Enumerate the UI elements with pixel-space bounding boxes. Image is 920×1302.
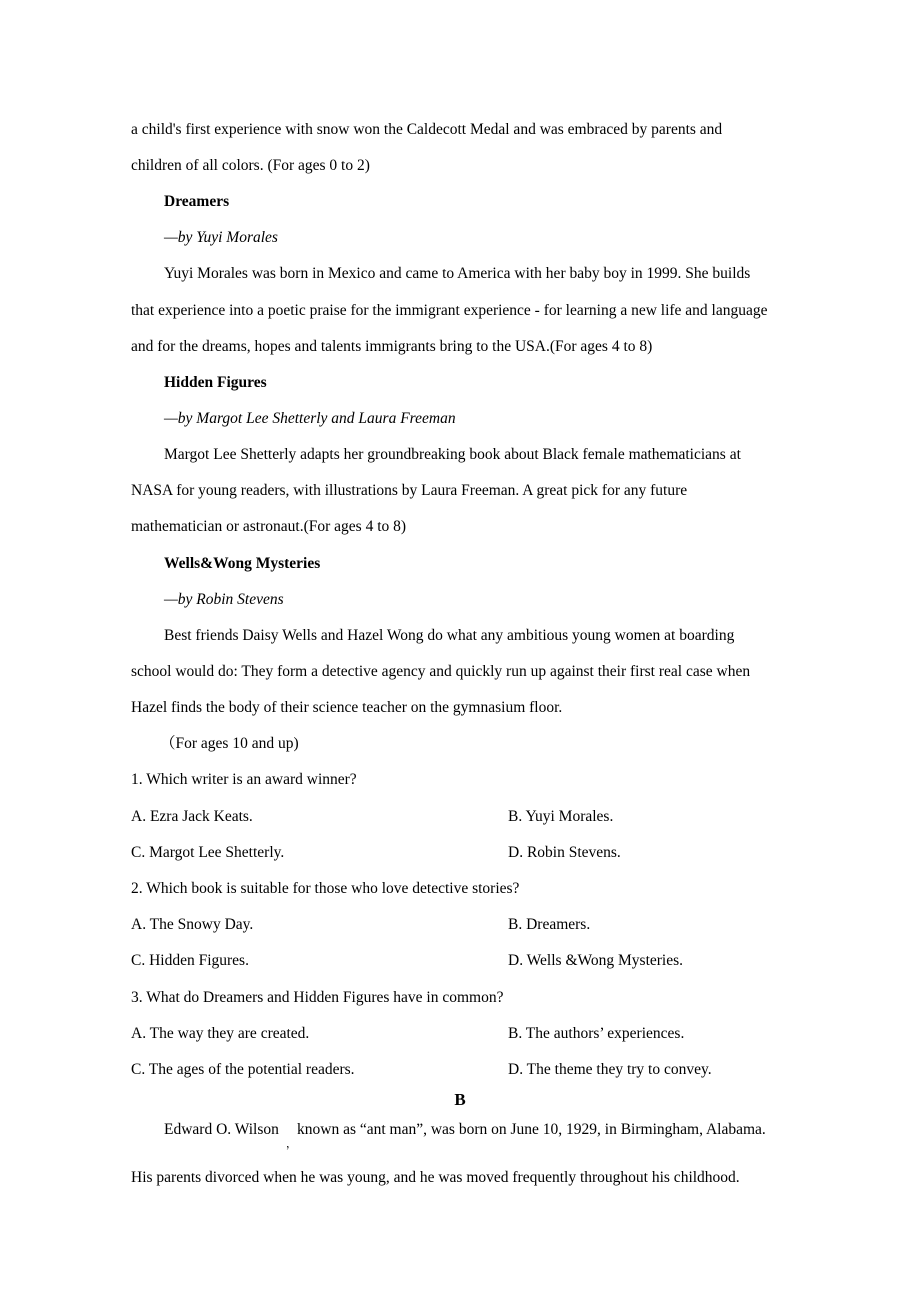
question-1-option-c: C. Margot Lee Shetterly. xyxy=(131,844,285,861)
book-desc-line: （For ages 10 and up) xyxy=(160,735,299,752)
question-2-option-d: D. Wells &Wong Mysteries. xyxy=(508,952,684,969)
question-1-option-d: D. Robin Stevens. xyxy=(508,844,621,861)
intro-line-2: children of all colors. (For ages 0 to 2) xyxy=(131,157,370,174)
book-desc-line: mathematician or astronaut.(For ages 4 to 8) xyxy=(131,518,407,535)
book-desc-line: Best friends Daisy Wells and Hazel Wong do what any ambitious young women at boarding xyxy=(164,627,735,644)
book-title-hidden-figures: Hidden Figures xyxy=(164,374,267,391)
book-author-hidden-figures: —by Margot Lee Shetterly and Laura Freeman xyxy=(164,410,456,427)
section-b-comma: ， xyxy=(286,1138,297,1150)
question-stem-2: 2. Which book is suitable for those who love detective stories? xyxy=(131,880,520,897)
question-2-option-b: B. Dreamers. xyxy=(508,916,591,933)
question-stem-1: 1. Which writer is an award winner? xyxy=(131,771,357,788)
book-desc-line: school would do: They form a detective agency and quickly run up against their first real case when xyxy=(131,663,751,680)
section-b-line-2: His parents divorced when he was young, and he was moved frequently throughout his childhood. xyxy=(131,1169,740,1186)
book-title-dreamers: Dreamers xyxy=(164,193,230,210)
section-b-line-1-start: Edward O. Wilson xyxy=(164,1121,279,1138)
question-2-option-c: C. Hidden Figures. xyxy=(131,952,249,969)
book-desc-line: Margot Lee Shetterly adapts her groundbreaking book about Black female mathematicians at xyxy=(164,446,741,463)
question-2-option-a: A. The Snowy Day. xyxy=(131,916,254,933)
question-1-option-b: B. Yuyi Morales. xyxy=(508,808,614,825)
book-desc-line: Hazel finds the body of their science teacher on the gymnasium floor. xyxy=(131,699,563,716)
question-3-option-d: D. The theme they try to convey. xyxy=(508,1061,712,1078)
book-author-dreamers: —by Yuyi Morales xyxy=(164,229,278,246)
book-desc-line: NASA for young readers, with illustrations by Laura Freeman. A great pick for any future xyxy=(131,482,688,499)
book-desc-line: that experience into a poetic praise for the immigrant experience - for learning a new life and language xyxy=(131,302,768,319)
book-desc-line: Yuyi Morales was born in Mexico and came to America with her baby boy in 1999. She builds xyxy=(164,265,751,282)
book-desc-line: and for the dreams, hopes and talents immigrants bring to the USA.(For ages 4 to 8) xyxy=(131,338,653,355)
question-1-option-a: A. Ezra Jack Keats. xyxy=(131,808,253,825)
book-title-wells-wong: Wells&Wong Mysteries xyxy=(164,555,321,572)
section-heading-b: B xyxy=(454,1090,466,1109)
question-stem-3: 3. What do Dreamers and Hidden Figures have in common? xyxy=(131,989,504,1006)
question-3-option-b: B. The authors’ experiences. xyxy=(508,1025,685,1042)
book-author-wells-wong: —by Robin Stevens xyxy=(164,591,284,608)
section-b-line-1-end: known as “ant man”, was born on June 10, 1929, in Birmingham, Alabama. xyxy=(297,1121,766,1138)
intro-line-1: a child's first experience with snow won the Caldecott Medal and was embraced by parents and xyxy=(131,121,723,138)
question-3-option-c: C. The ages of the potential readers. xyxy=(131,1061,355,1078)
question-3-option-a: A. The way they are created. xyxy=(131,1025,310,1042)
